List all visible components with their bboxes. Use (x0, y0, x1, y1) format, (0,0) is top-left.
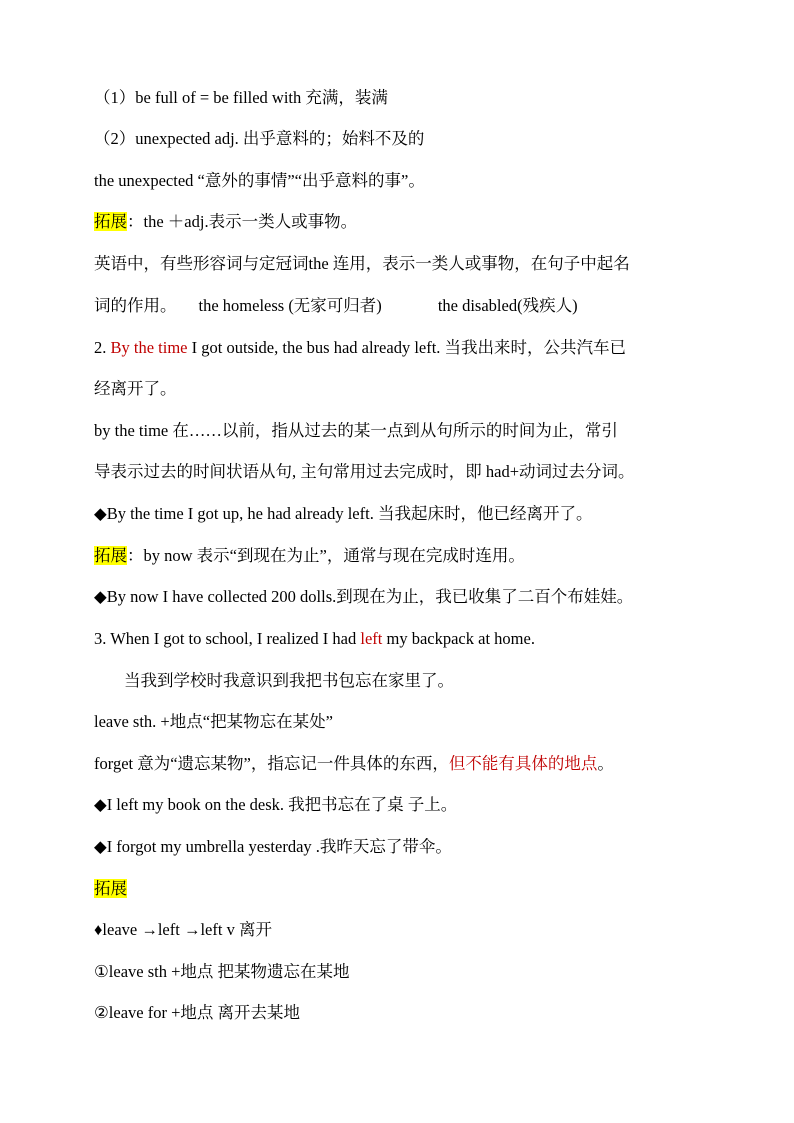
forget-text-end: 。 (597, 754, 614, 773)
sentence-3 (94, 627, 704, 651)
example-disabled: the disabled(残疾人) (437, 296, 578, 315)
forget-usage (94, 752, 704, 776)
explanation-line-2 (94, 294, 704, 318)
extension-highlight-label: 拓展 (94, 879, 127, 898)
example-left: ◆I left my book on the desk. 我把书忘在了桌 子上。 (94, 795, 458, 814)
leave-usage-2: ②leave for +地点 离开去某地 (94, 1003, 301, 1022)
extension-heading (94, 877, 704, 901)
sentence-text: I got outside, the bus had already left. 当我出来时，公共汽车已 (187, 338, 627, 357)
leave-usage-1: ①leave sth +地点 把某物遗忘在某地 (94, 962, 350, 981)
extension-by-now (94, 544, 704, 568)
extension-text: ：the ＋adj.表示一类人或事物。 (127, 212, 358, 231)
extension-text: ：by now 表示“到现在为止”，通常与现在完成时连用。 (127, 546, 525, 565)
item-2-unexpected: （2）unexpected adj. 出乎意料的；始料不及的 (94, 129, 425, 148)
key-word-left: left (360, 629, 383, 648)
example-by-now: ◆By now I have collected 200 dolls.到现在为止，我已收集了二百个布娃娃。 (94, 587, 634, 606)
sentence-3-translation: 当我到学校时我意识到我把书包忘在家里了。 (124, 671, 454, 690)
forget-warning: 但不能有具体的地点 (448, 754, 598, 773)
example-forgot: ◆I forgot my umbrella yesterday .我昨天忘了带伞。 (94, 837, 452, 856)
explanation-text: 词的作用。 (94, 296, 177, 315)
the-unexpected-line: the unexpected “意外的事情”“出乎意料的事”。 (94, 171, 425, 190)
sentence-2-continued: 经离开了。 (94, 379, 177, 398)
extension-highlight-label: 拓展 (94, 212, 127, 231)
sentence-2 (94, 336, 704, 360)
explanation-line-1: 英语中，有些形容词与定冠词the 连用，表示一类人或事物，在句子中起名 (94, 254, 630, 273)
leave-sth-usage: leave sth. +地点“把某物忘在某处” (94, 712, 333, 731)
extension-highlight-label: 拓展 (94, 546, 127, 565)
sentence-number: 2. (94, 338, 111, 357)
item-1-be-full-of: （1）be full of = be filled with 充满，装满 (94, 88, 388, 107)
extension-the-adj (94, 210, 704, 234)
by-the-time-explanation-1: by the time 在……以前，指从过去的某一点到从句所示的时间为止，常引 (94, 421, 618, 440)
example-homeless: the homeless (无家可归者) (198, 296, 382, 315)
by-the-time-explanation-2: 导表示过去的时间状语从句, 主句常用过去完成时，即 had+动词过去分词。 (94, 462, 635, 481)
sentence-text: my backpack at home. (382, 629, 535, 648)
sentence-text: 3. When I got to school, I realized I had (94, 629, 361, 648)
leave-forms: ♦leave →left →left v 离开 (94, 920, 272, 939)
example-by-the-time: ◆By the time I got up, he had already left. 当我起床时，他已经离开了。 (94, 504, 593, 523)
forget-text: forget 意为“遗忘某物”，指忘记一件具体的东西， (94, 754, 449, 773)
key-phrase-by-the-time: By the time (110, 338, 188, 357)
